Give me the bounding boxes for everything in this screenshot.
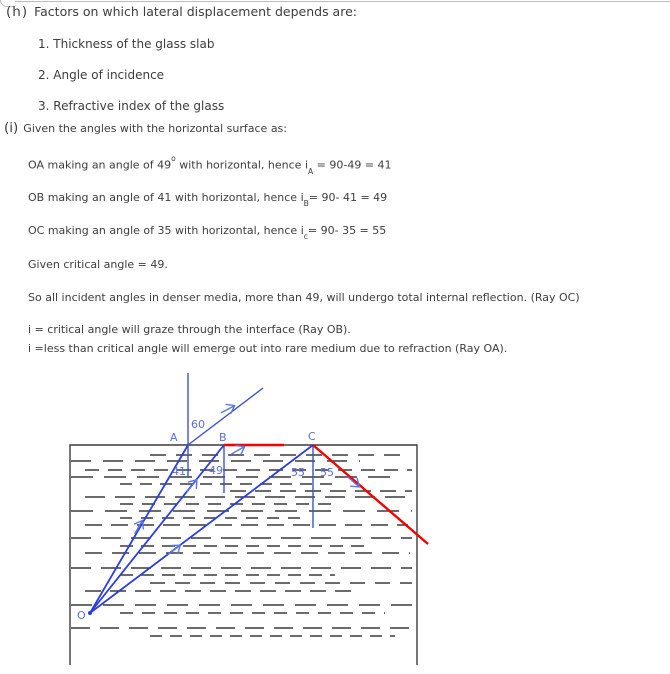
list-item-thickness: 1. Thickness of the glass slab xyxy=(38,37,215,51)
line-total-internal-reflection: So all incident angles in denser media, more than 49, will undergo total internal reflection. (Ray OC) xyxy=(28,291,580,304)
ray-oc-text-2: = 90- 35 = 55 xyxy=(307,224,387,237)
section-h-title: Factors on which lateral displacement depends are: xyxy=(34,4,357,19)
subscript-b: B xyxy=(303,199,309,209)
line-ray-oa xyxy=(28,154,392,176)
refraction-ray-diagram xyxy=(0,370,670,674)
ray-ob-text-2: = 90- 41 = 49 xyxy=(308,191,388,204)
total-internal-reflection-ray xyxy=(313,445,428,544)
subscript-c: c xyxy=(303,232,308,242)
ray-direction-arrows xyxy=(131,401,363,558)
section-h-label: (h) xyxy=(6,4,29,20)
point-label-a: A xyxy=(170,431,178,444)
line-critical-angle: Given critical angle = 49. xyxy=(28,258,168,271)
list-item-angle: 2. Angle of incidence xyxy=(38,68,165,82)
section-i-heading xyxy=(4,120,287,136)
point-label-b: B xyxy=(219,431,227,444)
ray-oa-text-3: = 90-49 = 41 xyxy=(313,158,392,172)
angle-label-49: 49 xyxy=(209,464,223,477)
top-divider-line xyxy=(0,1,670,2)
water-dash-pattern xyxy=(71,455,412,636)
origin-point xyxy=(88,611,92,615)
ray-ob-text-1: OB making an angle of 41 with horizontal, hence i xyxy=(28,191,304,204)
ray-oa-text-1: OA making an angle of 49 xyxy=(28,158,172,172)
ray-oa-text-2: with horizontal, hence i xyxy=(175,158,309,172)
line-graze: i = critical angle will graze through the interface (Ray OB). xyxy=(28,323,351,336)
point-label-c: C xyxy=(308,430,316,443)
section-h-heading xyxy=(6,4,357,20)
angle-label-41: 41 xyxy=(172,465,186,478)
angle-label-55-right: 55 xyxy=(320,466,334,479)
subscript-a: A xyxy=(308,166,314,176)
line-ray-oc xyxy=(28,224,387,242)
list-item-refractive-index: 3. Refractive index of the glass xyxy=(38,99,225,113)
red-rays xyxy=(224,445,428,544)
angle-label-60: 60 xyxy=(191,418,205,431)
line-refraction: i =less than critical angle will emerge out into rare medium due to refraction (Ray OA). xyxy=(28,342,508,355)
angle-label-55-left: 55 xyxy=(291,466,305,479)
section-i-title: Given the angles with the horizontal surface as: xyxy=(23,122,287,135)
point-label-o: O xyxy=(77,609,86,622)
degree-superscript: o xyxy=(171,154,176,163)
slab-outline xyxy=(70,445,417,665)
line-ray-ob xyxy=(28,191,388,209)
normals xyxy=(188,373,313,528)
section-i-label: (i) xyxy=(4,120,19,136)
ray-oc-text-1: OC making an angle of 35 with horizontal, hence i xyxy=(28,224,304,237)
